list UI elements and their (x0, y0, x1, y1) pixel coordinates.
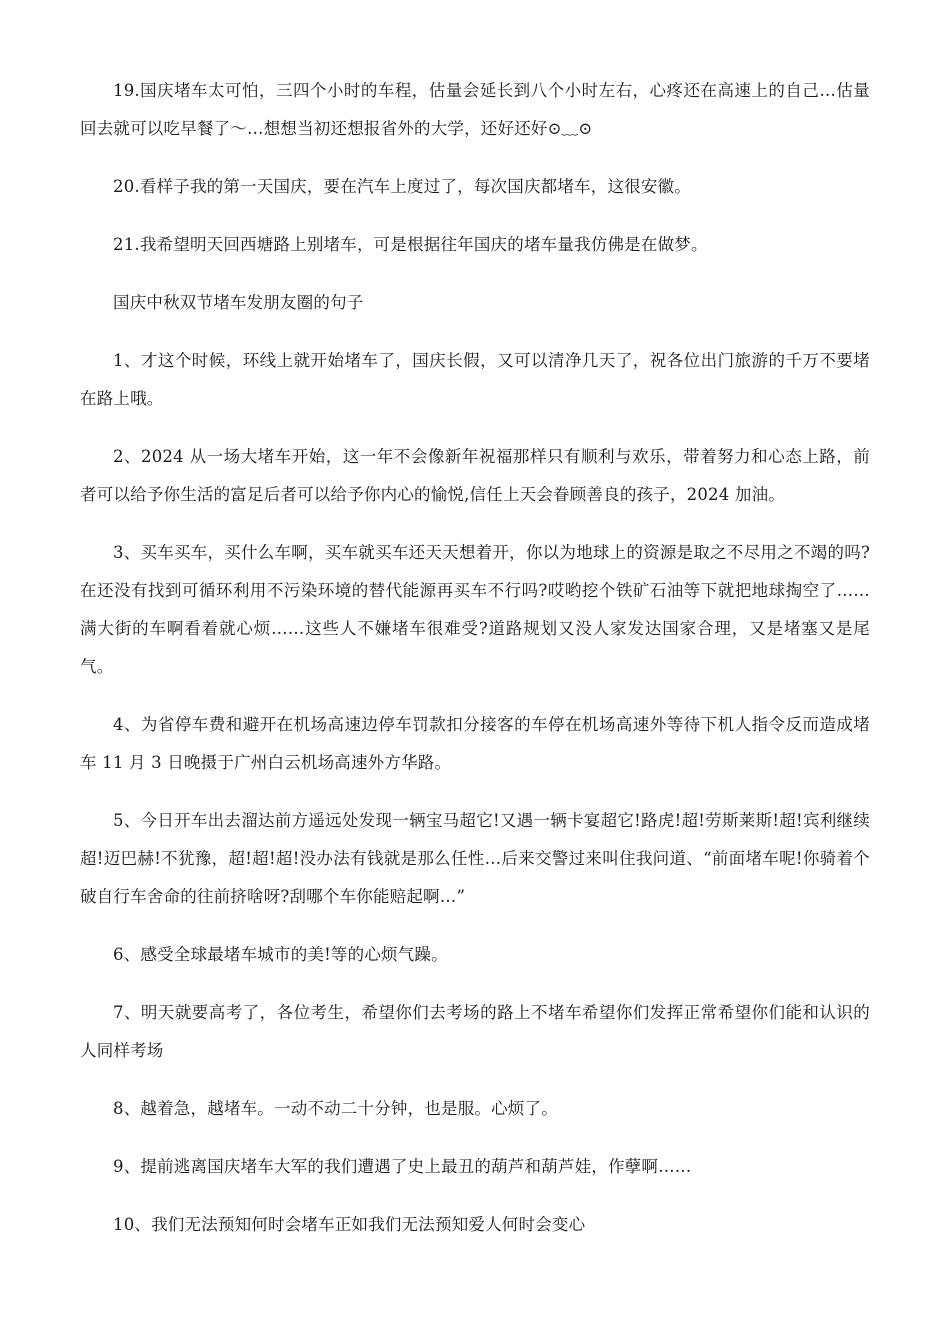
paragraph-4: 4、为省停车费和避开在机场高速边停车罚款扣分接客的车停在机场高速外等待下机人指令反而造成堵车 11 月 3 日晚摄于广州白云机场高速外方华路。 (80, 715, 870, 772)
paragraph-10: 10、我们无法预知何时会堵车正如我们无法预知爱人何时会变心 (113, 1215, 586, 1234)
paragraph-8: 8、越着急，越堵车。一动不动二十分钟，也是服。心烦了。 (113, 1099, 558, 1118)
paragraph-1: 1、才这个时候，环线上就开始堵车了，国庆长假，又可以清净几天了，祝各位出门旅游的千万不要堵在路上哦。 (80, 351, 870, 408)
paragraph-19: 19.国庆堵车太可怕，三四个小时的车程，估量会延长到八个小时左右，心疼还在高速上的自己…估量回去就可以吃早餐了～…想想当初还想报省外的大学，还好还好⊙﹏⊙ (80, 81, 870, 138)
paragraph-20: 20.看样子我的第一天国庆，要在汽车上度过了，每次国庆都堵车，这很安徽。 (113, 177, 691, 196)
paragraph-5: 5、今日开车出去溜达前方遥远处发现一辆宝马超它!又遇一辆卡宴超它!路虎!超!劳斯莱斯!超!宾利继续超!迈巴赫!不犹豫，超!超!超!没办法有钱就是那么任性…后来交警过来叫住我问道、“前面堵车呢!你骑着个破自行车舍命的往前挤啥呀?刮哪个车你能赔起啊…” (80, 811, 870, 906)
paragraph-7: 7、明天就要高考了，各位考生，希望你们去考场的路上不堵车希望你们发挥正常希望你们能和认识的人同样考场 (80, 1003, 870, 1060)
paragraph-6: 6、感受全球最堵车城市的美!等的心烦气躁。 (113, 945, 448, 964)
paragraph-9: 9、提前逃离国庆堵车大军的我们遭遇了史上最丑的葫芦和葫芦娃，作孽啊…… (113, 1157, 692, 1176)
section-heading: 国庆中秋双节堵车发朋友圈的句子 (113, 293, 364, 312)
paragraph-3: 3、买车买车，买什么车啊，买车就买车还天天想着开，你以为地球上的资源是取之不尽用之不竭的吗?在还没有找到可循环利用不污染环境的替代能源再买车不行吗?哎哟挖个铁矿石油等下就把地球掏空了……满大街的车啊看着就心烦……这些人不嫌堵车很难受?道路规划又没人家发达国家合理，又是堵塞又是尾气。 (80, 543, 870, 676)
document-page (80, 72, 870, 1264)
paragraph-2: 2、2024 从一场大堵车开始，这一年不会像新年祝福那样只有顺利与欢乐，带着努力和心态上路，前者可以给予你生活的富足后者可以给予你内心的愉悦,信任上天会眷顾善良的孩子，2024 加油。 (80, 447, 870, 504)
paragraph-21: 21.我希望明天回西塘路上别堵车，可是根据往年国庆的堵车量我仿佛是在做梦。 (113, 235, 708, 254)
